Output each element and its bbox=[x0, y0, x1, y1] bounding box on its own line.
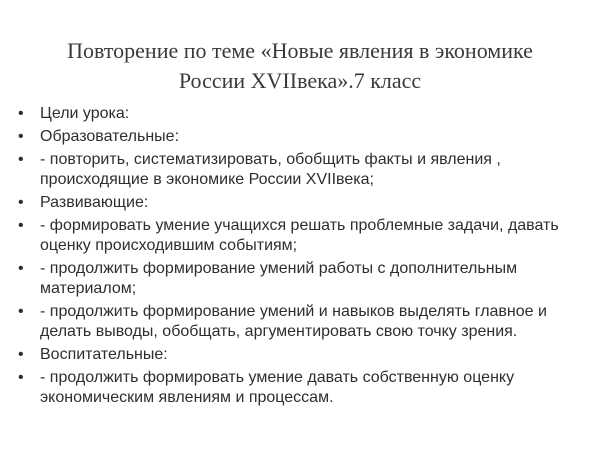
bullet-icon: • bbox=[18, 194, 24, 211]
bullet-item-goals bbox=[14, 104, 586, 124]
bullet-text: Цели урока: bbox=[40, 105, 130, 122]
bullet-text: - продолжить формировать умение давать собственную оценку экономическим явлениям и процессам. bbox=[40, 369, 515, 406]
bullet-item-developmental-goal-1 bbox=[14, 216, 586, 256]
bullet-text: - формировать умение учащихся решать проблемные задачи, давать оценку происходившим событиям; bbox=[40, 217, 559, 254]
bullet-text: - продолжить формирование умений работы с дополнительным материалом; bbox=[40, 260, 518, 297]
bullet-text: - продолжить формирование умений и навыков выделять главное и делать выводы, обобщать, аргументировать свою точку зрения. bbox=[40, 303, 547, 340]
bullet-text: Развивающие: bbox=[40, 194, 149, 211]
bullet-text: Воспитательные: bbox=[40, 346, 168, 363]
bullet-text: - повторить, систематизировать, обобщить факты и явления , происходящие в экономике России XVIIвека; bbox=[40, 151, 501, 188]
bullet-item-educational bbox=[14, 127, 586, 147]
bullet-item-developmental-goal-3 bbox=[14, 302, 586, 342]
bullet-list bbox=[14, 104, 586, 411]
slide-title bbox=[40, 36, 560, 96]
bullet-item-developmental bbox=[14, 193, 586, 213]
slide-title-line-2: России XVIIвека».7 класс bbox=[178, 68, 422, 93]
bullet-icon: • bbox=[18, 128, 24, 145]
bullet-text: Образовательные: bbox=[40, 128, 180, 145]
bullet-item-developmental-goal-2 bbox=[14, 259, 586, 299]
bullet-icon: • bbox=[18, 260, 24, 277]
bullet-icon: • bbox=[18, 303, 24, 320]
bullet-item-educational-goal bbox=[14, 150, 586, 190]
bullet-icon: • bbox=[18, 346, 24, 363]
slide-title-line-1: Повторение по теме «Новые явления в экономике bbox=[67, 38, 533, 63]
bullet-item-upbringing-goal bbox=[14, 368, 586, 408]
bullet-icon: • bbox=[18, 151, 24, 168]
bullet-icon: • bbox=[18, 369, 24, 386]
bullet-icon: • bbox=[18, 217, 24, 234]
bullet-item-upbringing bbox=[14, 345, 586, 365]
bullet-icon: • bbox=[18, 105, 24, 122]
